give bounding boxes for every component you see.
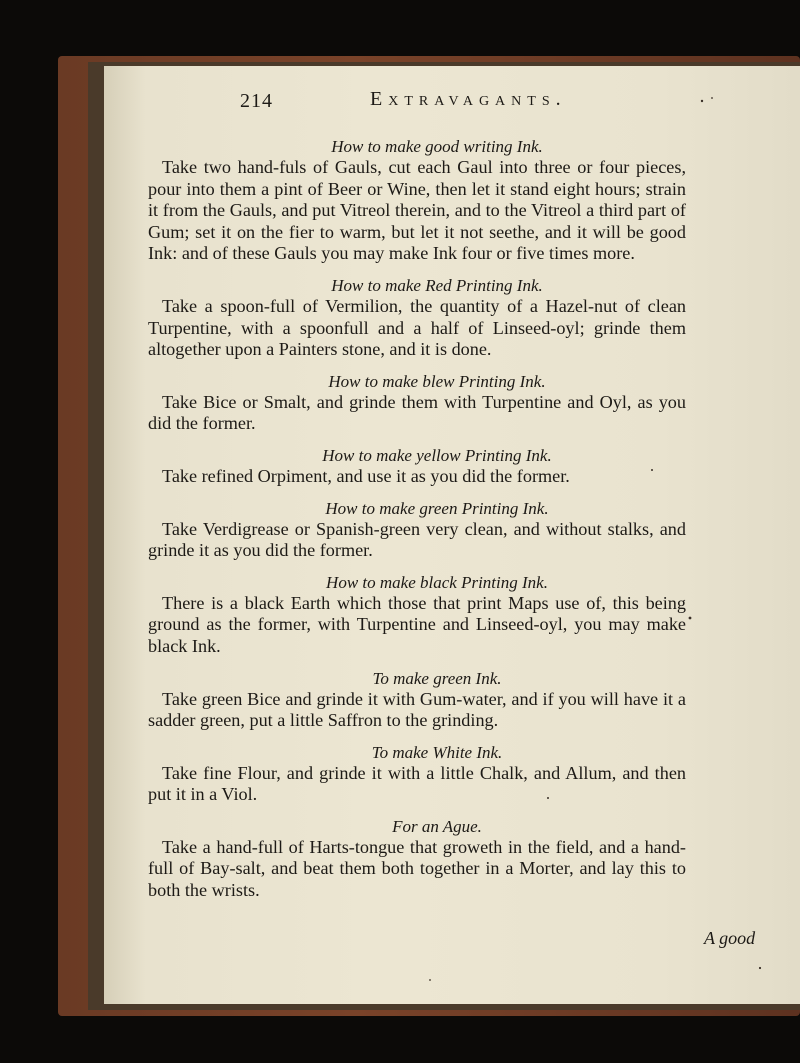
recipe-title: How to make blew Printing Ink.: [328, 371, 546, 391]
recipe-text: Take Bice or Smalt, and grinde them with Turpentine and Oyl, as you did the former.: [148, 391, 686, 434]
recipe: [148, 498, 686, 562]
recipe-text: Take refined Orpiment, and use it as you did the former.: [162, 465, 570, 486]
recipe: [148, 668, 686, 732]
recipe-title: How to make black Printing Ink.: [326, 572, 548, 592]
recipe-text: Take fine Flour, and grinde it with a little Chalk, and Allum, and then put it in a Viol.: [148, 762, 686, 805]
recipe-title: For an Ague.: [392, 816, 482, 836]
recipe-text: Take a hand-full of Harts-tongue that groweth in the field, and a hand-full of Bay-salt, and beat them both together in a Morter, and lay this to both the wrists.: [148, 836, 686, 901]
recipe-text: Take a spoon-full of Vermilion, the quantity of a Hazel-nut of clean Turpentine, with a spoonfull and a half of Linseed-oyl; grinde them altogether upon a Painters stone, and it is done.: [148, 295, 686, 360]
recipe-title: How to make good writing Ink.: [331, 137, 543, 156]
book-page: [104, 66, 800, 1004]
page-body: [148, 136, 686, 902]
recipe-title: How to make Red Printing Ink.: [331, 275, 543, 295]
running-title: Extravagants.: [370, 88, 567, 110]
recipe-text: There is a black Earth which those that print Maps use of, this being ground as the former, with Turpentine and Linseed-oyl, you may make black Ink.: [148, 592, 686, 656]
recipe: [148, 136, 686, 265]
recipe-text: Take two hand-fuls of Gauls, cut each Gaul into three or four pieces, pour into them a pint of Beer or Wine, then let it stand eight hours; strain it from the Gauls, and put Vitreol therein, and to the Vitreol a third part of Gum; set it on the fier to warm, but let it not seethe, and it will be good Ink: and of these Gauls you may make Ink four or five times more.: [148, 157, 686, 264]
recipe-title: How to make yellow Printing Ink.: [322, 445, 552, 465]
page-number: 214: [240, 90, 273, 112]
recipe: [148, 572, 686, 658]
recipe: [148, 816, 686, 902]
recipe-text: Take green Bice and grinde it with Gum-water, and if you will have it a sadder green, put a little Saffron to the grinding.: [148, 688, 686, 731]
recipe-title: To make White Ink.: [371, 742, 503, 762]
catchword: A good: [704, 928, 756, 948]
recipe: [148, 445, 686, 488]
recipe-title: How to make green Printing Ink.: [325, 498, 549, 518]
recipe-title: To make green Ink.: [372, 668, 502, 688]
recipe: [148, 742, 686, 806]
page-header: [220, 86, 780, 116]
recipe: [148, 275, 686, 361]
recipe: [148, 371, 686, 435]
recipe-text: Take Verdigrease or Spanish-green very clean, and without stalks, and grinde it as you did the former.: [148, 518, 686, 561]
